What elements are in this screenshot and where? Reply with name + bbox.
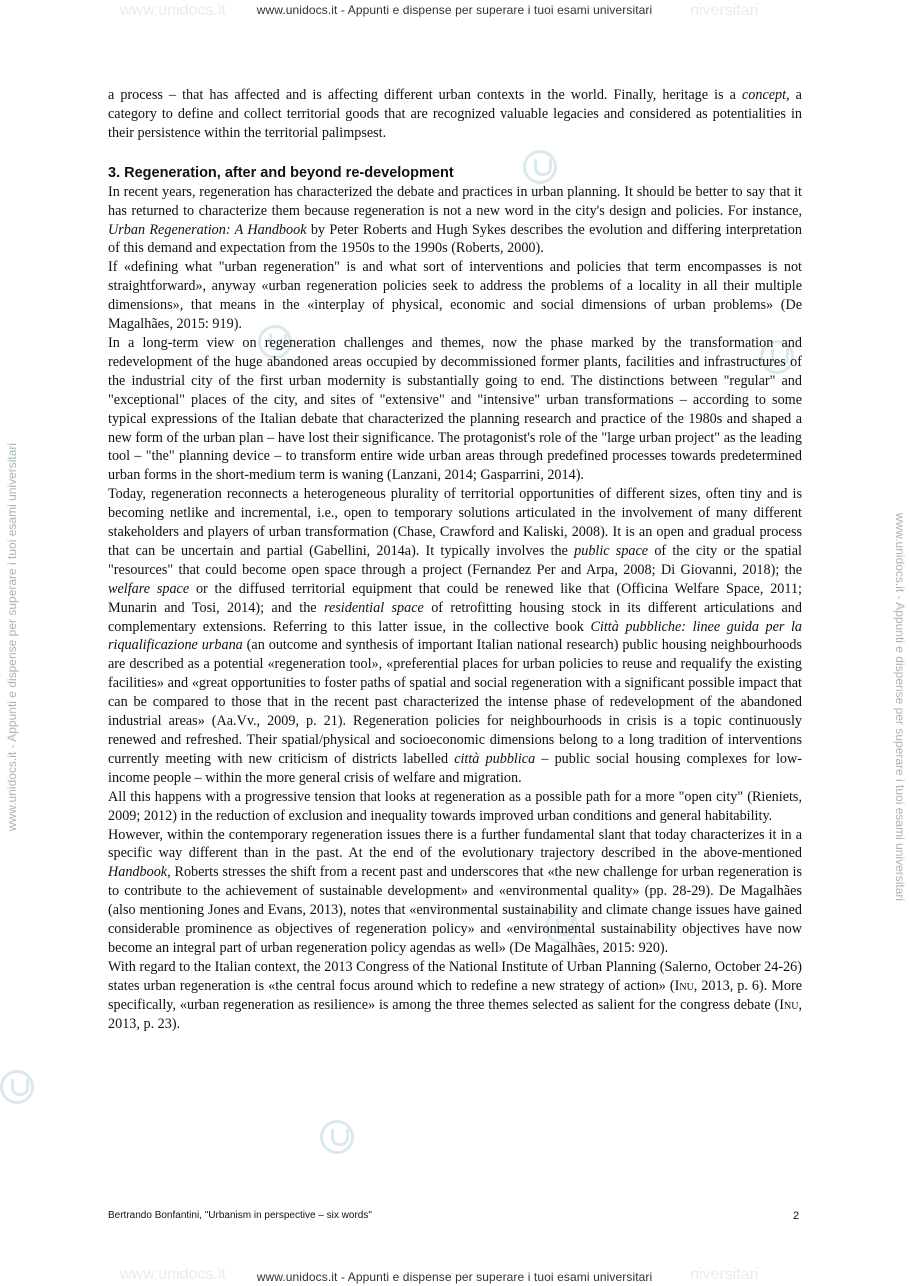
unidocs-logo-icon — [0, 1070, 34, 1104]
unidocs-logo-icon — [320, 1120, 354, 1154]
paragraph: Today, regeneration reconnects a heterogeneous plurality of territorial opportunities of different sizes, often tiny and is becoming netlike and incremental, i.e., open to temporary solutions articulated in the involvement of many different stakeholders and players of urban transformation (Chase, Crawford and Kaliski, 2008). It is an open and gradual process that can be uncertain and partial (Gabellini, 2014a). It typically involves the public space of the city or the spatial "resources" that could become open space through a project (Fernandez Per and Arpa, 2008; Di Giovanni, 2018); the welfare space or the diffused territorial equipment that could be renewed like that (Officina Welfare Space, 2011; Munarin and Tosi, 2014); and the residential space of retrofitting housing stock in its different articulations and complementary extensions. Referring to this latter issue, in the collective book Città pubbliche: linee guida per la riqualificazione urbana (an outcome and synthesis of important Italian national research) public housing neighbourhoods are described as a potential «regeneration tool», «preferential places for urban policies to reuse and requalify the existing facilities» and «great opportunities to foster paths of spatial and social regeneration with a significant possible impact that can be compared to those that in the recent past characterized the intense phase of redevelopment of the abandoned industrial areas» (Aa.Vv., 2009, p. 21). Regeneration policies for neighbourhoods in crisis is a topic continuously renewed and refreshed. Their spatial/physical and socioeconomic dimensions belong to a long tradition of interventions currently meeting with new criticism of districts labelled città pubblica – public social housing complexes for low-income people – within the more general crisis of welfare and migration. — [108, 486, 803, 786]
watermark-ghost-bottom-right: niversitari — [690, 1266, 759, 1283]
watermark-ghost-top-right: niversitari — [690, 2, 759, 19]
paragraph: a process – that has affected and is affecting different urban contexts in the world. Finally, heritage is a concept, a category to define and collect territorial goods that are recognized valuable legacies and considered as potentialities in their persistence within the territorial palimpsest. — [108, 87, 802, 141]
document-body — [108, 86, 802, 1034]
page-number: 2 — [793, 1210, 800, 1222]
paragraph: All this happens with a progressive tension that looks at regeneration as a possible path for a more "open city" (Rieniets, 2009; 2012) in the reduction of exclusion and inequality towards improved urban conditions and general habitability. — [108, 788, 802, 824]
watermark-banner-bottom: www.unidocs.it - Appunti e dispense per superare i tuoi esami universitari — [256, 1270, 653, 1284]
footer-citation: Bertrando Bonfantini, "Urbanism in perspective – six words" — [108, 1210, 372, 1221]
watermark-side-left: www.unidocs.it - Appunti e dispense per superare i tuoi esami universitari — [5, 442, 19, 832]
paragraph: If «defining what "urban regeneration" is and what sort of interventions and policies that term encompasses is not straightforward», anyway «urban regeneration policies seek to address the problems of a locality in all their multiple dimensions», that means in the «interplay of physical, economic and social dimensions of urban problems» (De Magalhães, 2015: 919). — [108, 259, 802, 333]
watermark-ghost-bottom-left: www.unidocs.it — [120, 1266, 226, 1283]
paragraph: In a long-term view on regeneration challenges and themes, now the phase marked by the transformation and redevelopment of the huge abandoned areas occupied by decommissioned former plants, facilities and infrastructures of the industrial city of the first urban modernity is substantially going to end. The distinctions between "regular" and "exceptional" places of the city, and sites of "extensive" and "intensive" urban transformations – according to some typical expressions of the Italian debate that characterized the planning research and practice of the 1980s and shaped a new form of the urban plan – have lost their significance. The protagonist's role of the "large urban project" as the leading tool – "the" planning device – to transform entire wide urban areas through predefined processes towards predetermined urban forms in the short-medium term is waning (Lanzani, 2014; Gasparrini, 2014). — [108, 334, 802, 484]
paragraph: With regard to the Italian context, the 2013 Congress of the National Institute of Urban Planning (Salerno, October 24-26) states urban regeneration is «the central focus around which to redefine a new strategy of action» (Inu, 2013, p. 6). More specifically, «urban regeneration as resilience» is among the three themes selected as salient for the congress debate (Inu, 2013, p. 23). — [108, 958, 802, 1032]
section-heading: 3. Regeneration, after and beyond re-development — [108, 164, 454, 181]
watermark-banner-top: www.unidocs.it - Appunti e dispense per superare i tuoi esami universitari — [256, 3, 653, 17]
watermark-ghost-top-left: www.unidocs.it — [120, 2, 226, 19]
watermark-side-right: www.unidocs.it - Appunti e dispense per superare i tuoi esami universitari — [893, 512, 907, 902]
paragraph: In recent years, regeneration has characterized the debate and practices in urban planning. It should be better to say that it has returned to characterize them because regeneration is not a new word in the city's design and policies. For instance, Urban Regeneration: A Handbook by Peter Roberts and Hugh Sykes describes the evolution and differing interpretation of this demand and expectation from the 1950s to the 1990s (Roberts, 2000). — [108, 183, 802, 257]
paragraph: However, within the contemporary regeneration issues there is a further fundamental slant that today characterizes it in a specific way different than in the past. At the end of the evolutionary trajectory described in the above-mentioned Handbook, Roberts stresses the shift from a recent past and underscores that «the new challenge for urban regeneration is to contribute to the achievement of sustainable development» and «environmental quality» (pp. 28-29). De Magalhães (also mentioning Jones and Evans, 2013), notes that «environmental sustainability and climate change issues have gained considerable prominence as objectives of regeneration policy» and «environmental sustainability objectives have now become an integral part of urban regeneration policy agendas as well» (De Magalhães, 2015: 920). — [108, 826, 802, 956]
